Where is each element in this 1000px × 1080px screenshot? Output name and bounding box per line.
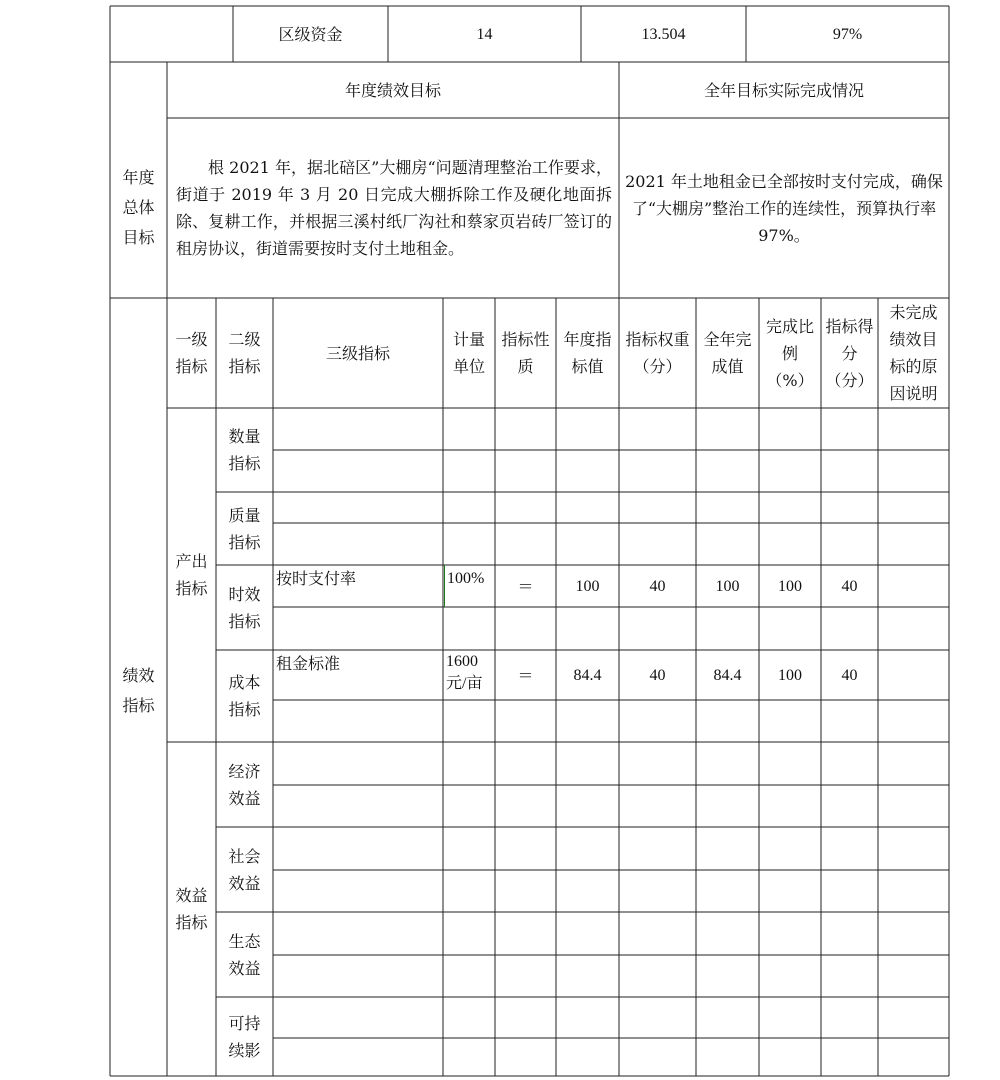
annual-goal-text-cell bbox=[176, 118, 612, 298]
funding-rate-value: 97% bbox=[832, 25, 863, 43]
funding-executed-value: 13.504 bbox=[641, 25, 686, 43]
level2-quality-label: 质量 指标 bbox=[228, 505, 261, 552]
row2-unit: 1600 元/亩 bbox=[446, 653, 483, 692]
row2-target: 84.4 bbox=[573, 666, 602, 684]
funding-source-label: 区级资金 bbox=[278, 24, 343, 44]
level2-social-label: 社会 效益 bbox=[228, 846, 261, 893]
row2-ratio: 100 bbox=[778, 666, 802, 684]
row1-actual: 100 bbox=[715, 577, 740, 595]
header-level1: 一级 指标 bbox=[175, 330, 208, 376]
header-level2: 二级 指标 bbox=[228, 330, 261, 376]
row1-target: 100 bbox=[575, 577, 600, 595]
row2-score: 40 bbox=[841, 666, 858, 684]
header-actual: 全年完 成值 bbox=[703, 330, 752, 376]
row1-ratio: 100 bbox=[778, 577, 802, 595]
header-ratio: 完成比 例 （%） bbox=[765, 316, 814, 390]
header-target: 年度指 标值 bbox=[563, 330, 612, 376]
header-reason: 未完成 绩效目 标的原 因说明 bbox=[889, 303, 938, 403]
header-unit: 计量 单位 bbox=[452, 330, 485, 376]
row2-actual: 84.4 bbox=[713, 666, 742, 684]
annual-goal-text: 根 2021 年，据北碚区”大棚房“问题清理整治工作要求，街道于 2019 年 3 月 20 日完成大棚拆除工作及硬化地面拆除、复耕工作，并根据三溪村纸厂沟社和蔡家页岩砖厂签订的租房协议，街道需要按时支付土地租金。 bbox=[176, 158, 612, 258]
row1-weight: 40 bbox=[649, 577, 666, 595]
row1-nature: ＝ bbox=[517, 576, 534, 596]
annual-goal-section-label: 年度 总体 目标 bbox=[122, 168, 155, 247]
row2-indicator-name: 租金标准 bbox=[276, 654, 341, 673]
header-nature: 指标性 质 bbox=[501, 330, 550, 376]
level2-sustainable-label: 可持 续影 bbox=[228, 1013, 261, 1060]
row2-reason bbox=[878, 650, 949, 700]
level2-quantity-label: 数量 指标 bbox=[228, 427, 261, 473]
indicator-section-label bbox=[110, 298, 167, 1076]
annual-actual-text: 2021 年土地租金已全部按时支付完成，确保了“大棚房”整治工作的连续性，预算执行率 97%。 bbox=[625, 171, 943, 245]
level2-timeliness-label: 时效 指标 bbox=[228, 584, 261, 631]
funding-budget-value: 14 bbox=[476, 25, 493, 43]
row1-score: 40 bbox=[841, 577, 858, 595]
level2-ecological-label: 生态 效益 bbox=[228, 931, 261, 978]
level2-economic-label: 经济 效益 bbox=[228, 761, 261, 808]
header-weight: 指标权重 （分） bbox=[625, 330, 690, 376]
annual-actual-header: 全年目标实际完成情况 bbox=[703, 80, 864, 100]
indicator-section-label-text: 绩效 指标 bbox=[122, 666, 155, 715]
row1-reason bbox=[878, 565, 949, 607]
level2-cost-label: 成本 指标 bbox=[228, 673, 261, 719]
row1-unit: 100% bbox=[444, 565, 496, 607]
header-score: 指标得 分 （分） bbox=[825, 316, 874, 390]
annual-actual-text-cell bbox=[623, 118, 945, 298]
row2-weight: 40 bbox=[649, 666, 666, 684]
level1-benefit-label: 效益 指标 bbox=[175, 886, 208, 932]
row2-nature: ＝ bbox=[517, 665, 534, 685]
row1-indicator-name: 按时支付率 bbox=[276, 569, 357, 588]
annual-goal-header: 年度绩效目标 bbox=[344, 80, 441, 100]
level1-output-label: 产出 指标 bbox=[175, 552, 208, 598]
header-level3: 三级指标 bbox=[325, 343, 390, 363]
